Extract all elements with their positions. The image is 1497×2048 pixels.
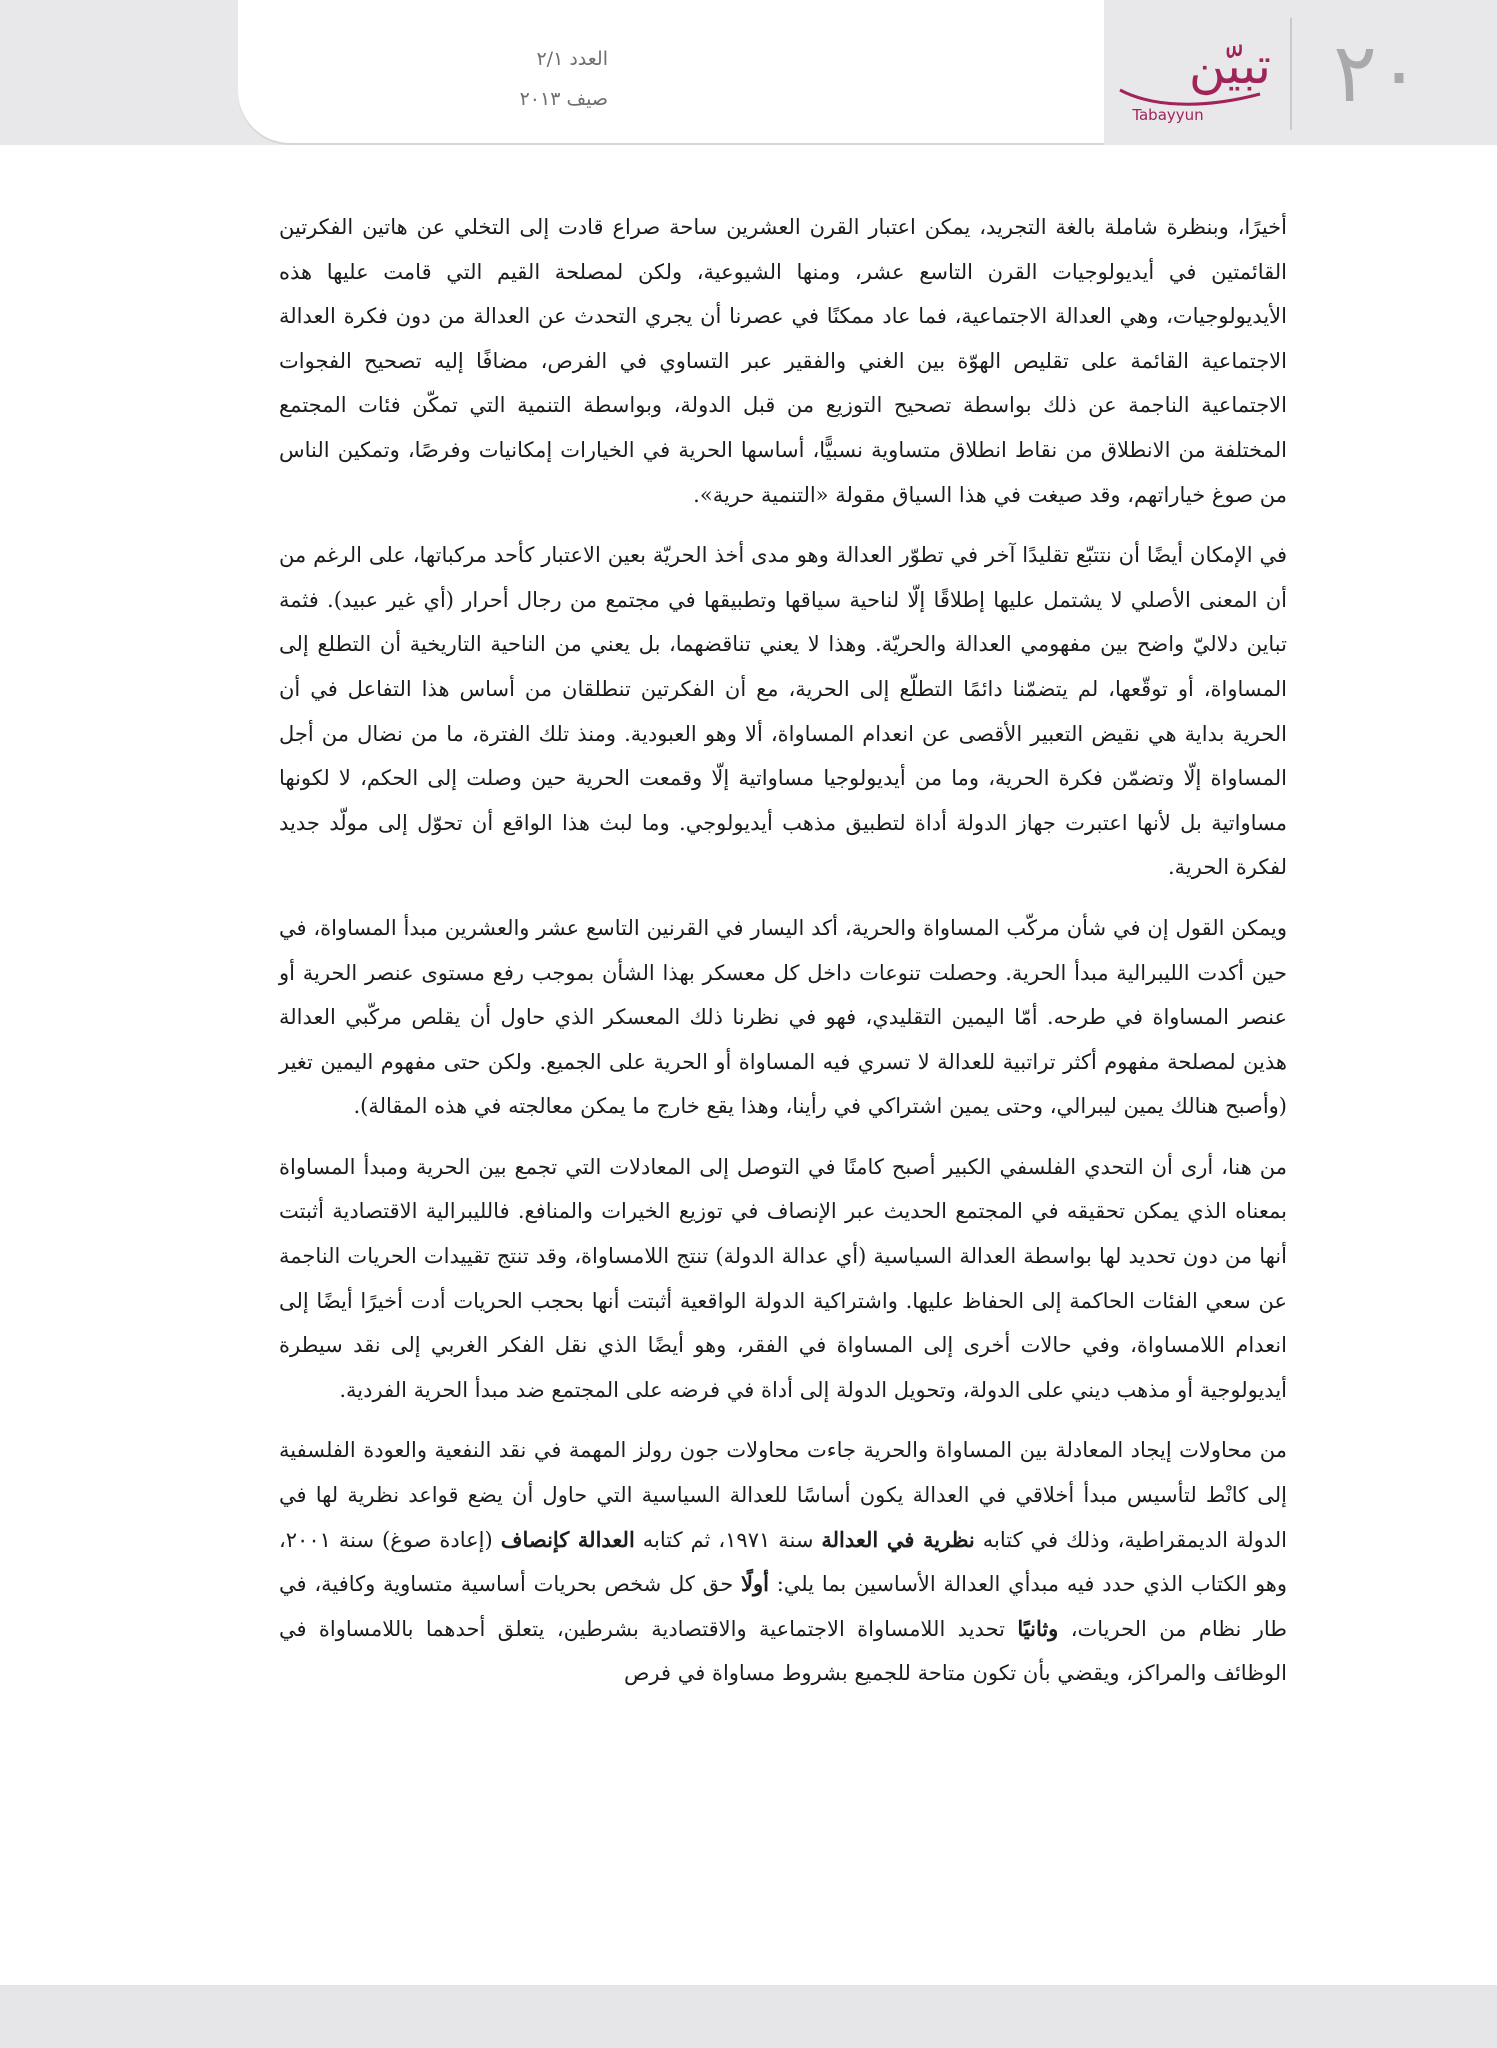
header-panel — [238, 0, 1104, 143]
article-body — [279, 205, 1287, 1712]
book-title-justice-as-fairness: العدالة كإنصاف — [500, 1526, 635, 1552]
book-title-theory-of-justice: نظرية في العدالة — [821, 1526, 975, 1552]
paragraph-2: في الإمكان أيضًا أن نتتبّع تقليدًا آخر في تطوّر العدالة وهو مدى أخذ الحريّة بعين الاعتبار كأحد مركباتها، على الرغم من أن المعنى الأصلي لا يشتمل عليها إطلاقًا إلّا لناحية سياقها وتطبيقها في مجتمع من رجال أحرار (أي غير عبيد). فثمة تباين دلاليّ واضح بين مفهومي العدالة والحريّة. وهذا لا يعني تناقضهما، بل يعني من الناحية التاريخية أن التطلع إلى المساواة، أو توقّعها، لم يتضمّنا دائمًا التطلّع إلى الحرية، مع أن الفكرتين تنطلقان من أساس هذا التفاعل في أن الحرية بداية هي نقيض التعبير الأقصى عن انعدام المساواة، ألا وهو العبودية. ومنذ تلك الفترة، ما من نضال من أجل المساواة إلّا وتضمّن فكرة الحرية، وما من أيديولوجيا مساواتية إلّا وقمعت الحرية حين وصلت إلى الحكم، لا لكونها مساواتية بل لأنها اعتبرت جهاز الدولة أداة لتطبيق مذهب أيديولوجي. وما لبث هذا الواقع أن تحوّل إلى مولّد جديد لفكرة الحرية. — [279, 543, 1287, 880]
paragraph-5-part-b: سنة ١٩٧١، ثم كتابه — [634, 1527, 822, 1552]
page-number: ٢٠ — [1332, 26, 1422, 121]
second-principle-label: وثانيًا — [1017, 1615, 1059, 1641]
paragraph-5-part-e: تحديد اللامساواة الاجتماعية والاقتصادية بشرطين، يتعلق أحدهما باللامساواة في الوظائف والمراكز، ويقضي بأن تكون متاحة للجميع بشروط مساواة في فرص — [279, 1616, 1287, 1686]
logo-arabic-text: تبيّن — [1188, 37, 1272, 95]
paragraph-5 — [279, 1428, 1287, 1696]
paragraph-5-part-c: (إعادة صوغ) سنة ٢٠٠١، وهو الكتاب الذي حدد فيه مبدأي العدالة الأساسين بما يلي: — [279, 1527, 1288, 1597]
paragraph-3: ويمكن القول إن في شأن مركّب المساواة والحرية، أكد اليسار في القرنين التاسع عشر والعشرين مبدأ المساواة، في حين أكدت الليبرالية مبدأ الحرية. وحصلت تنوعات داخل كل معسكر بهذا الشأن بموجب رفع مستوى عنصر الحرية أو عنصر المساواة في طرحه. أمّا اليمين التقليدي، فهو في نظرنا ذلك المعسكر الذي حاول أن يقلص مركّبي العدالة هذين لمصلحة مفهوم أكثر تراتبية للعدالة لا تسري فيه المساواة أو الحرية على الجميع. ولكن حتى مفهوم اليمين تغير (وأصبح هنالك يمين ليبرالي، وحتى يمين اشتراكي في رأينا، وهذا يقع خارج ما يمكن معالجته في هذه المقالة). — [279, 915, 1287, 1119]
tabayyun-logo — [1110, 28, 1290, 128]
paragraph-1: أخيرًا، وبنظرة شاملة بالغة التجريد، يمكن اعتبار القرن العشرين ساحة صراع قادت إلى التخلي عن هاتين الفكرتين القائمتين في أيديولوجيات القرن التاسع عشر، ومنها الشيوعية، ولكن لمصلحة القيم التي قامت عليها هذه الأيديولوجيات، وهي العدالة الاجتماعية، فما عاد ممكنًا في عصرنا أن يجري التحدث عن العدالة من دون فكرة العدالة الاجتماعية القائمة على تقليص الهوّة بين الغني والفقير عبر التساوي في الفرص، مضافًا إليه تصحيح الفجوات الاجتماعية الناجمة عن ذلك بواسطة تصحيح التوزيع من قبل الدولة، وبواسطة التنمية التي تمكّن فئات المجتمع المختلفة من الانطلاق من نقاط انطلاق متساوية نسبيًّا، أساسها الحرية في الخيارات إمكانيات وفرصًا، وتمكين الناس من صوغ خياراتهم، وقد صيغت في هذا السياق مقولة «التنمية حرية». — [279, 215, 1287, 507]
paragraph-5-part-d: حق كل شخص بحريات أساسية متساوية وكافية، في طار نظام من الحريات، — [279, 1572, 1287, 1641]
paragraph-5-part-a: من محاولات إيجاد المعادلة بين المساواة والحرية جاءت محاولات جون رولز المهمة في نقد النفعية والعودة الفلسفية إلى كانْط لتأسيس مبدأ أخلاقي في العدالة يكون أساسًا للعدالة السياسية التي حاول أن يضع قواعد نظرية لها في الدولة الديمقراطية، وذلك في كتابه — [279, 1438, 1288, 1552]
issue-season: صيف ٢٠١٣ — [519, 88, 608, 110]
paragraph-4: من هنا، أرى أن التحدي الفلسفي الكبير أصبح كامنًا في التوصل إلى المعادلات التي تجمع بين الحرية ومبدأ المساواة بمعناه الذي يمكن تحقيقه في المجتمع الحديث عبر الإنصاف في توزيع الخيرات والمنافع. فالليبرالية الاقتصادية أثبتت أنها من دون تحديد لها بواسطة العدالة السياسية (أي عدالة الدولة) تنتج اللامساواة، وقد تنتج تقييدات الحريات الناجمة عن سعي الفئات الحاكمة إلى الحفاظ عليها. واشتراكية الدولة الواقعية أثبتت أنها بحجب الحريات أدت أخيرًا أيضًا إلى انعدام اللامساواة، وفي حالات أخرى إلى المساواة في الفقر، وهو أيضًا الذي نقل الفكر الغربي إلى نقد سيطرة أيديولوجية أو مذهب ديني على الدولة، وتحويل الدولة إلى أداة في فرضه على المجتمع ضد مبدأ الحرية الفردية. — [279, 1154, 1287, 1402]
first-principle-label: أولًا — [740, 1571, 769, 1597]
header-divider — [1290, 18, 1292, 130]
logo-latin-text: Tabayyun — [1132, 106, 1204, 124]
footer-band — [0, 1985, 1497, 2048]
issue-number: العدد ٢/١ — [536, 48, 608, 70]
